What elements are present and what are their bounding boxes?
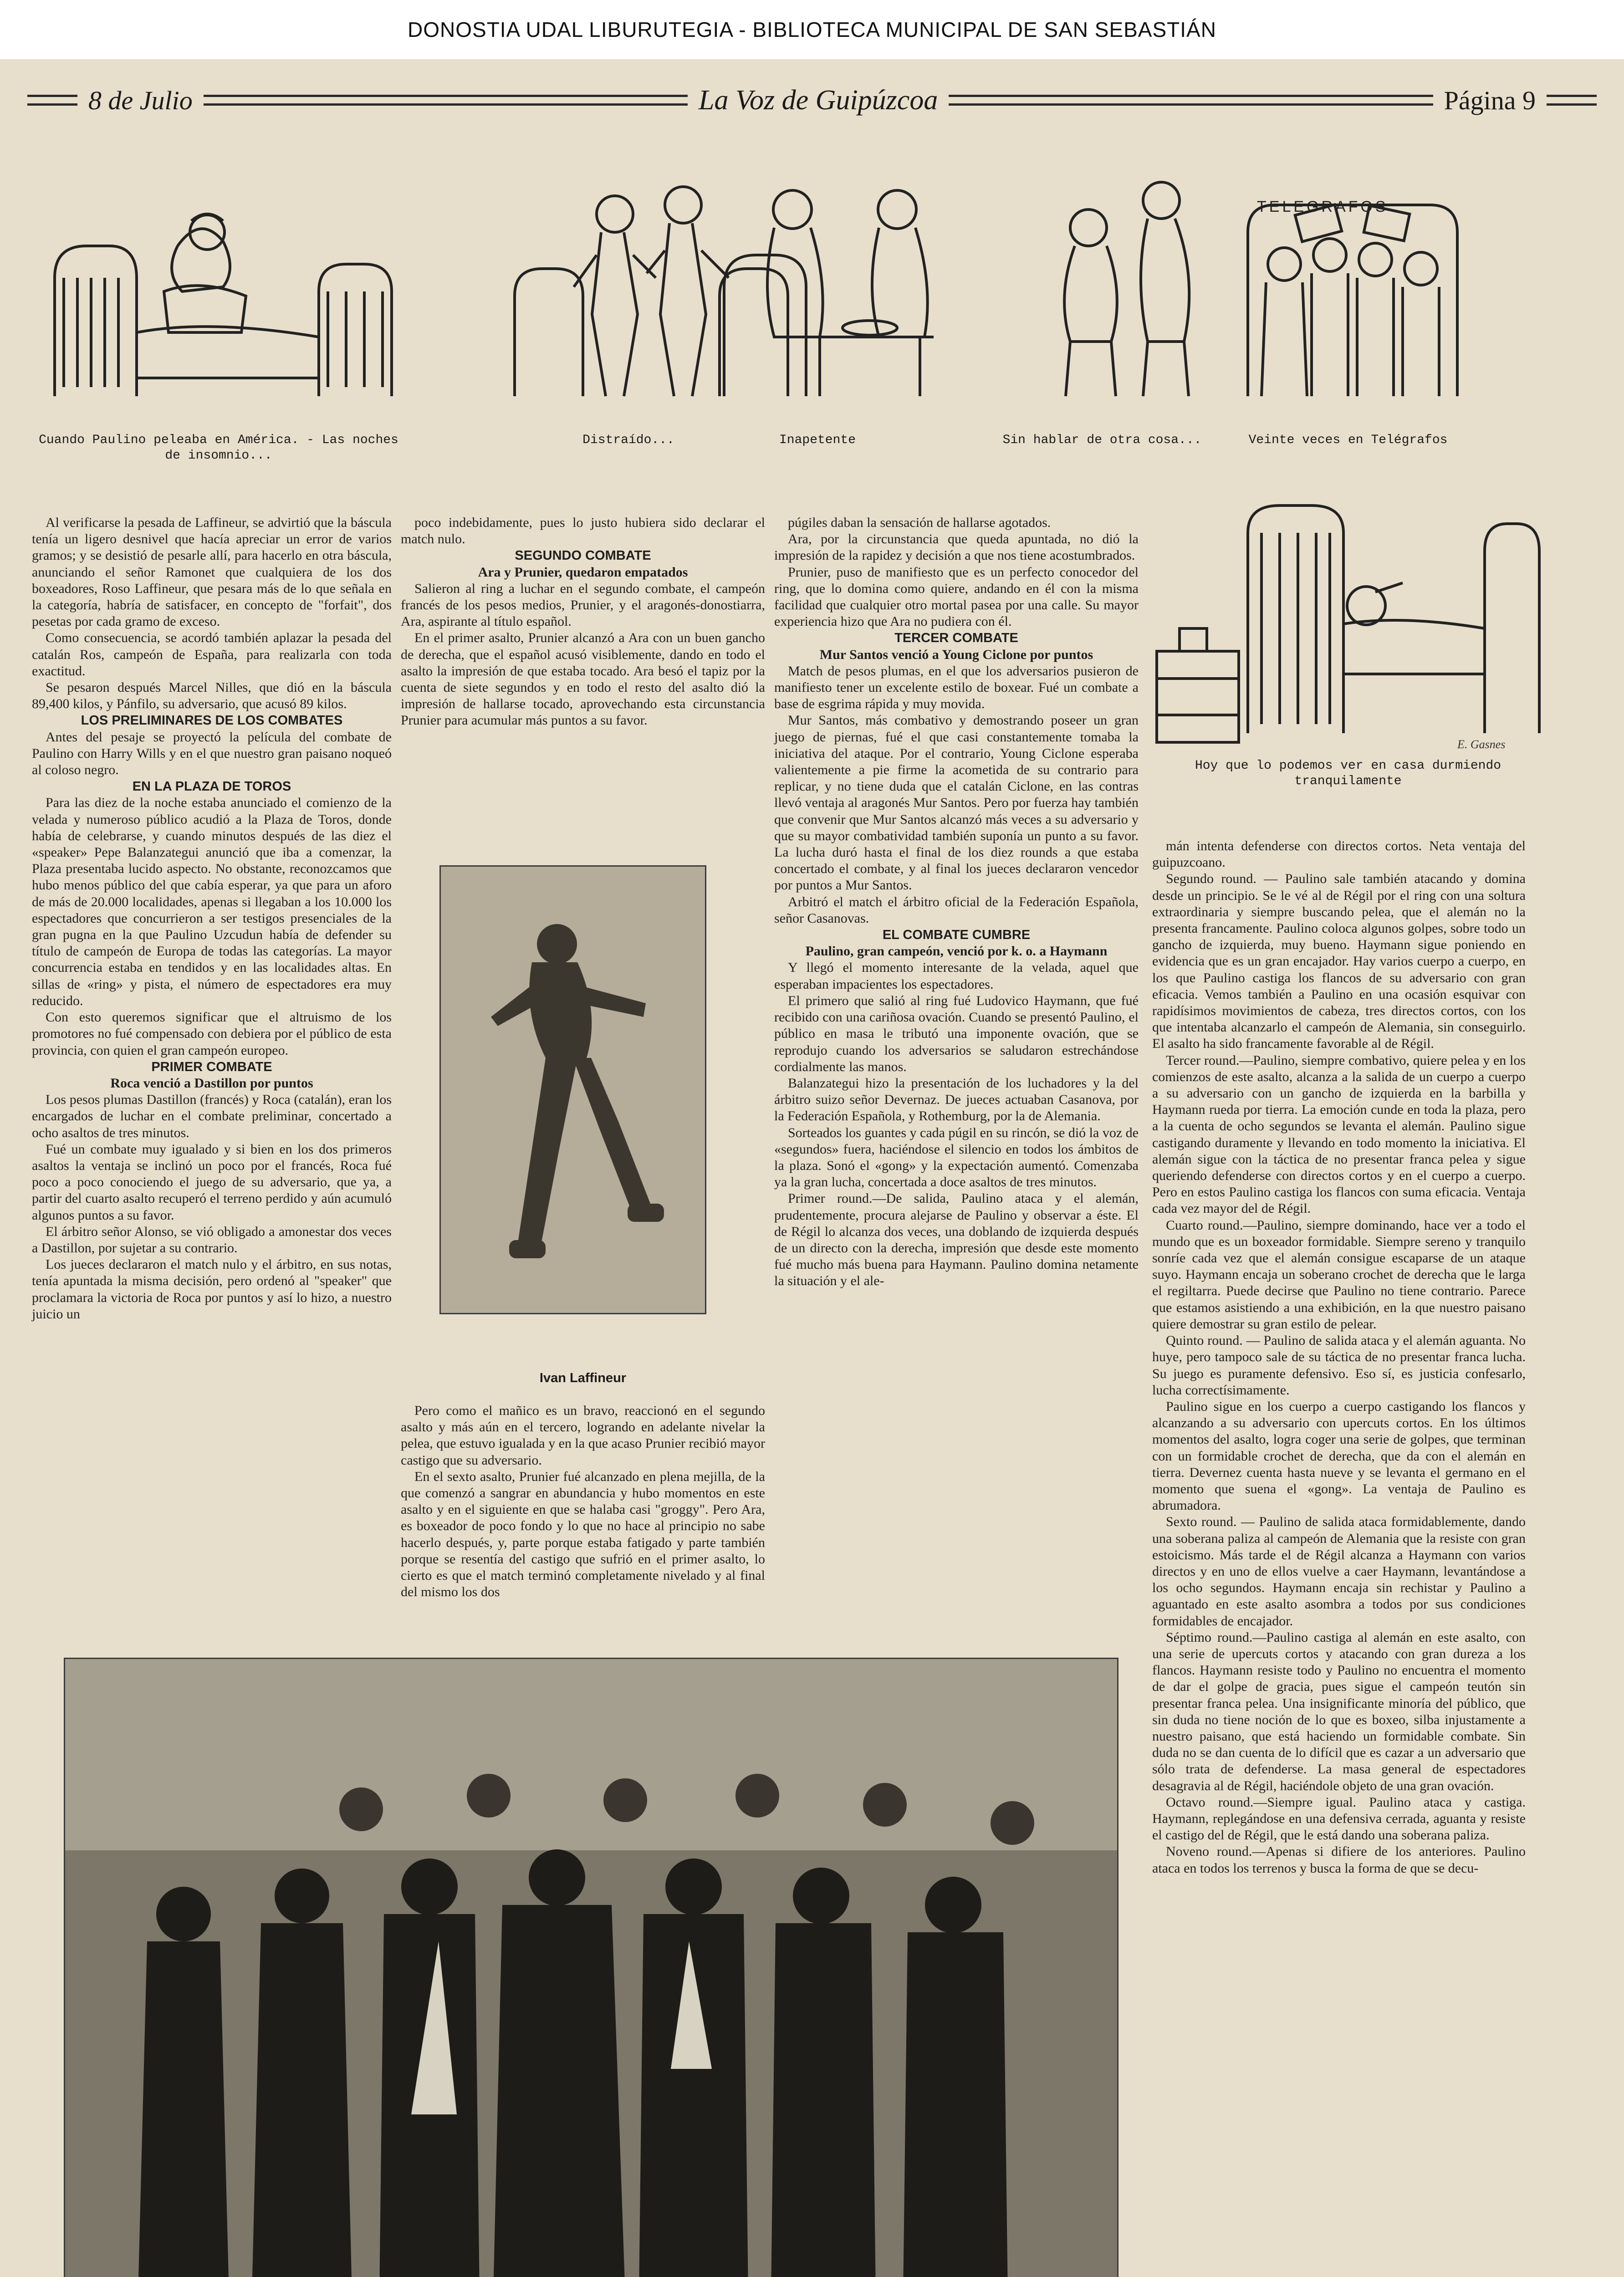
paragraph: El primero que salió al ring fué Ludovico Haymann, que fué recibido con una cariñosa ovación. Cuando se presentó Paulino, el público en masa le tributó una imponente ovación, que se reprodujo cuando los adversarios se saludaron estrechándose cordialmente las manos. (774, 993, 1139, 1074)
section-subheading: Ara y Prunier, quedaron empatados (478, 564, 688, 580)
newspaper-page (0, 59, 1624, 2277)
cartoon-panel-insomnia (27, 141, 419, 424)
paragraph: Salieron al ring a luchar en el segundo combate, el campeón francés de los pesos medios, Prunier, y el aragonés-donostiarra, Ara, aspirante al título español. (401, 581, 765, 629)
cartoon-panel-sleeping (1148, 478, 1548, 788)
masthead-newspaper-name: La Voz de Guipúzcoa (699, 84, 938, 116)
paragraph: En el primer asalto, Prunier alcanzó a Ara con un buen gancho de derecha, que el español acusó visiblemente, dando en todo el asalto la impresión de que estaba tocado. Ara besó el tapiz por la cuenta de siete segundos y en todo el resto del asalto dió la impresión de hallarse tocado, aprovechando esta circunstancia Prunier para acumular más puntos a su favor. (401, 630, 765, 728)
masthead (27, 82, 1597, 118)
paragraph: púgiles daban la sensación de hallarse agotados. (788, 515, 1051, 530)
paragraph: Match de pesos plumas, en el que los adversarios pusieron de manifiesto tener un excelente estilo de boxear. Fué un combate a base de esgrima rápida y muy movida. (774, 663, 1139, 712)
section-heading: EL COMBATE CUMBRE (882, 928, 1031, 943)
masthead-date: 8 de Julio (88, 85, 193, 115)
masthead-rule (27, 95, 77, 106)
paragraph: Prunier, puso de manifiesto que es un perfecto conocedor del ring, que lo domina como quiere, andando en él con la misma facilidad que cualquier otro mortal pasea por una calle. Su mayor experiencia hizo que Ara no pudiera con él. (774, 564, 1139, 629)
section-subheading: Roca venció a Dastillon por puntos (110, 1075, 313, 1091)
paragraph: Sexto round. — Paulino de salida ataca formidablemente, dando una soberana paliza al campeón de Alemania que la resiste con gran estoicismo. Más tarde el de Régil alcanza a Haymann con varios directos y en uno de ellos vuelve a caer Haymann, levantándose a los ocho segundos. Haymann encaja sin rechistar y Paulino a aguantado en este asalto asombra a todos por sus condiciones formidables de encajador. (1152, 1514, 1526, 1629)
paragraph: Se pesaron después Marcel Nilles, que dió en la báscula 89,400 kilos, y Pánfilo, su adversario, que acusó 89 kilos. (32, 680, 392, 712)
article-column-2-cont (401, 1403, 765, 1600)
cartoon-signature: E. Gasnes (1457, 738, 1506, 751)
paragraph: Noveno round.—Apenas si difiere de los anteriores. Paulino ataca en todos los terrenos y busca la forma de que se decu- (1152, 1844, 1526, 1876)
paragraph: mán intenta defenderse con directos cortos. Neta ventaja del guipuzcoano. (1152, 838, 1526, 870)
paragraph: Como consecuencia, se acordó también aplazar la pesada del catalán Ros, campeón de España, para realizarla con toda exactitud. (32, 630, 392, 679)
section-subheading: Mur Santos venció a Young Ciclone por puntos (819, 647, 1093, 662)
paragraph: Cuarto round.—Paulino, siempre dominando, hace ver a todo el mundo que es un boxeador formidable. Siempre sereno y tranquilo sonríe cada vez que el alemán consigue escaparse de un ataque suyo. Haymann encaja un soberano crochet de derecha que le larga el regiltarra. Puede decirse que Paulino no tiene contrario. Parece que estamos asistiendo a una exhibición, en la que nuestro paisano quiere demostrar su gran estilo de pelear. (1152, 1217, 1526, 1332)
paragraph: Mur Santos, más combativo y demostrando poseer un gran juego de piernas, fué el que casi constantemente tomaba la iniciativa del ataque. Por el contrario, Young Ciclone esperaba valientemente a pie firme la acometida de su contrario para replicar, y no tiene duda que el catalán Ciclone, en las contras llevó ventaja al aragonés Mur Santos. Pero por fuerza hay también que convenir que Mur Santos alcanzó más veces a su adversario y que su mayor combatividad también suponía un punto a su favor. La lucha duró hasta el final de los diez rounds a que estaba concertado el combate, y al final los jueces declararon vencedor por puntos a Mur Santos. (774, 713, 1139, 893)
photo-caption-ivan-laffineur: Ivan Laffineur (539, 1371, 627, 1385)
two-men-whispering-icon (1020, 141, 1230, 424)
archive-title: DONOSTIA UDAL LIBURUTEGIA - BIBLIOTECA MUNICIPAL DE SAN SEBASTIÁN (408, 18, 1216, 41)
boxer-photo-icon (441, 867, 705, 1313)
cartoon-caption: Inapetente (779, 433, 856, 447)
paragraph: Y llegó el momento interesante de la velada, aquel que esperaban impacientes los espectadores. (774, 960, 1139, 992)
paragraph: Los pesos plumas Dastillon (francés) y Roca (catalán), eran los encargados de luchar en el combate preliminar, concertado a ocho asaltos de tres minutos. (32, 1092, 392, 1140)
article-column-3 (774, 515, 1139, 1290)
paragraph: Pero como el mañico es un bravo, reaccionó en el segundo asalto y más aún en el tercero, logrando en adelante nivelar la pelea, que estuvo igualada y en la que acaso Prunier recibió mayor castigo que su adversario. (401, 1403, 765, 1468)
cartoon-caption: Veinte veces en Telégrafos (1248, 433, 1448, 447)
group-of-men-photo-icon (65, 1659, 1117, 2277)
paragraph: El árbitro señor Alonso, se vió obligado a amonestar dos veces a Dastillon, por sujetar a su contrario. (32, 1224, 392, 1256)
section-heading: EN LA PLAZA DE TOROS (132, 779, 291, 794)
section-heading: PRIMER COMBATE (151, 1059, 272, 1074)
section-heading: TERCER COMBATE (894, 631, 1018, 646)
group-photo (64, 1658, 1118, 2277)
cartoon-caption: Cuando Paulino peleaba en América. - Las noches de insomnio... (39, 433, 398, 463)
paragraph: poco indebidamente, pues lo justo hubiera sido declarar el match nulo. (401, 515, 765, 547)
section-heading: SEGUNDO COMBATE (515, 548, 651, 563)
masthead-rule (204, 95, 688, 106)
cartoon-panel-no-appetite (706, 141, 988, 424)
cartoon-caption: Hoy que lo podemos ver en casa durmiendo tranquilamente (1195, 759, 1501, 788)
handwritten-telegrafos: TELEGRAFOS (1257, 198, 1389, 215)
photo-ivan-laffineur (439, 865, 706, 1314)
masthead-page-number: Página 9 (1444, 85, 1536, 115)
cartoon-caption: Sin hablar de otra cosa... (1002, 433, 1202, 447)
paragraph: Sorteados los guantes y cada púgil en su rincón, se dió la voz de «segundos» fuera, haciéndose el silencio en todos los ámbitos de la plaza. Sonó el «gong» y la expectación aumentó. Comenzaba ya la gran lucha, concertada a doce asaltos de tres minutos. (774, 1125, 1139, 1190)
archive-header (0, 0, 1624, 59)
paragraph: Balanzategui hizo la presentación de los luchadores y la del árbitro suizo señor Devernaz. De jueces actuaban Casanova, por la Federación Española, y Rothemburg, por la de Alemania. (774, 1075, 1139, 1124)
paragraph: Tercer round.—Paulino, siempre combativo, quiere pelea y en los comienzos de este asalto, alcanza a la salida de un cuerpo a cuerpo a su adversario con un gancho de izquierda en la barbilla y Haymann rueda por tierra. La emoción cunde en toda la plaza, pero a la cuenta de ocho segundos se levanta el alemán. Paulino sigue castigando duramente y llevando en todo momento la iniciativa. El alemán sigue con la táctica de no presentar franca pelea y sigue queriendo defenderse con directos cortos y en el cuerpo a cuerpo. Pero en estos Paulino castiga los flancos con suma eficacia. Ventaja cada vez mayor del de Régil. (1152, 1052, 1526, 1216)
paragraph: Paulino sigue en los cuerpo a cuerpo castigando los flancos y alcanzando a su adversario con upercuts cortos. En los últimos momentos del asalto, logra coger una serie de golpes, que terminan con un formidable crochet de derecha, que da con el alemán en tierra. Devernez cuenta hasta nueve y se levanta el germano en el momento que suena el «gong». La ventaja de Paulino es abrumadora. (1152, 1399, 1526, 1513)
paragraph: Los jueces declararon el match nulo y el árbitro, en sus notas, tenía apuntada la misma decisión, pero ordenó al "speaker" que proclamara la victoria de Roca por puntos y así lo hizo, a nuestro juicio un (32, 1257, 392, 1322)
paragraph: Antes del pesaje se proyectó la película del combate de Paulino con Harry Wills y en el que nuestro gran paisano noqueó al coloso negro. (32, 729, 392, 778)
article-column-4 (1152, 838, 1526, 1877)
bed-insomnia-icon (27, 141, 419, 424)
masthead-rule (1547, 95, 1597, 106)
cartoon-panel-telegraphs (1230, 141, 1476, 424)
couple-at-table-icon (706, 141, 988, 424)
cartoon-caption: Distraído... (582, 433, 674, 447)
cartoon-strip (27, 141, 1480, 483)
masthead-rule (949, 95, 1433, 106)
article-column-1 (32, 515, 392, 1322)
cartoon-panel-no-other-talk (1020, 141, 1230, 424)
crowd-at-telegraph-office-icon (1230, 141, 1476, 424)
paragraph: Con esto queremos significar que el altruismo de los promotores no fué compensado con debiera por el público de esta provincia, con quien el gran campeón europeo. (32, 1010, 392, 1058)
section-heading: LOS PRELIMINARES DE LOS COMBATES (81, 713, 343, 728)
section-subheading: Paulino, gran campeón, venció por k. o. a Haymann (805, 944, 1108, 959)
paragraph: Fué un combate muy igualado y si bien en los dos primeros asaltos la ventaja se inclinó un poco por el francés, Roca fué poco a poco conociendo el juego de su adversario, que ya, a partir del cuarto asalto recuperó el terreno perdido y aún acumuló algunos puntos a su favor. (32, 1141, 392, 1223)
paragraph: Para las diez de la noche estaba anunciado el comienzo de la velada y numeroso público acudió a la Plaza de Toros, donde había de celebrarse, y cuando minutos después de las diez el «speaker» Pepe Balanzategui anunció que iba a comenzar, la Plaza presentaba lucido aspecto. No obstante, reconozcamos que hubo menos público del que cabía esperar, ya que para un aforo de más de 20.000 localidades, apenas si llegaban a los 10.000 los espectadores que concurrieron a ser testigos presenciales de la gran pugna en la que Paulino Uzcudun había de defender su título de campeón de Europa de todas las categorías. La mayor concurrencia estaba en tendidos y en las localidades altas. En sillas de «ring» y pista, el número de espectadores era muy reducido. (32, 795, 392, 1008)
paragraph: Quinto round. — Paulino de salida ataca y el alemán aguanta. No huye, pero tampoco sale de su táctica de no presentar franca lucha. Su juego es puramente defensivo. Eso sí, es justicia confesarlo, lucha correctísimamente. (1152, 1333, 1526, 1398)
paragraph: Arbitró el match el árbitro oficial de la Federación Española, señor Casanovas. (774, 894, 1139, 926)
paragraph: Al verificarse la pesada de Laffineur, se advirtió que la báscula tenía un ligero desnivel que hacía apreciar un error de varios gramos; y se desistió de pesarle allí, para hacerlo en otra báscula, anunciando el señor Ramonet que cualquiera de los dos boxeadores, Roso Laffineur, que pesara más de lo que señala en la categoría, habría de satisfacer, en concepto de "forfait", dos pesetas por cada gramo de exceso. (32, 515, 392, 629)
paragraph: Ara, por la circunstancia que queda apuntada, no dió la impresión de la rapidez y decisión a que nos tiene acostumbrados. (774, 531, 1139, 563)
paragraph: Segundo round. — Paulino sale también atacando y domina desde un principio. Se le vé al de Régil por el ring con una soltura extraordinaria y siempre buscando pelea, que el alemán no la presenta francamente. Paulino coloca algunos golpes, sobre todo un gancho de izquierda, muy bueno. Haymann sigue poniendo en evidencia que es un gran encajador. Hay varios cuerpo a cuerpo, en los que Paulino castiga los flancos de su adversario con gran eficacia. Vemos también a Paulino en una ocasión esquivar con rapidísimos movimientos de cabeza, tres directos cortos, con los que intentaba alcanzarlo el campeón de Alemania, sin conseguirlo. El asalto ha sido francamente favorable al de Régil. (1152, 871, 1526, 1052)
paragraph: En el sexto asalto, Prunier fué alcanzado en plena mejilla, de la que comenzó a sangrar en abundancia y hubo momentos en este asalto y en el siguiente en que se halaba casi "groggy". Pero Ara, es boxeador de poco fondo y lo que no hace al principio no sabe hacerlo después, y, parte porque estaba fatigado y parte también porque se resentía del castigo que sufrió en el primer asalto, lo cierto es que el match terminó completamente nivelado y al final del mismo los dos (401, 1469, 765, 1600)
article-column-2 (401, 515, 765, 729)
paragraph: Octavo round.—Siempre igual. Paulino ataca y castiga. Haymann, replegándose en una defensiva cerrada, aguanta y resiste el castigo del de Régil, que le está dando una soberana paliza. (1152, 1794, 1526, 1843)
paragraph: Séptimo round.—Paulino castiga al alemán en este asalto, con una serie de upercuts cortos y atacando con gran dureza a los flancos. Haymann resiste todo y Paulino no encuentra el momento de dar el golpe de gracia, pues sigue el campeón teutón sin presentar franca pelea. Una insignificante minoría del público, que sin duda no tiene noción de lo que es boxeo, silba injustamente a nuestro paisano, que está haciendo un formidable combate. Sin duda no se dan cuenta de lo difícil que es cazar a un adversario que sólo trata de defenderse. La masa general de espectadores desagravia al de Régil, haciéndole objeto de una gran ovación. (1152, 1629, 1526, 1793)
paragraph: Primer round.—De salida, Paulino ataca y el alemán, prudentemente, procura alejarse de Paulino y observar a éste. El de Régil lo alcanza dos veces, una doblando de izquierda después de un directo con la derecha, impresión que desde este momento fué mucho más buena para Haymann. Paulino domina netamente la situación y el ale- (774, 1191, 1139, 1289)
